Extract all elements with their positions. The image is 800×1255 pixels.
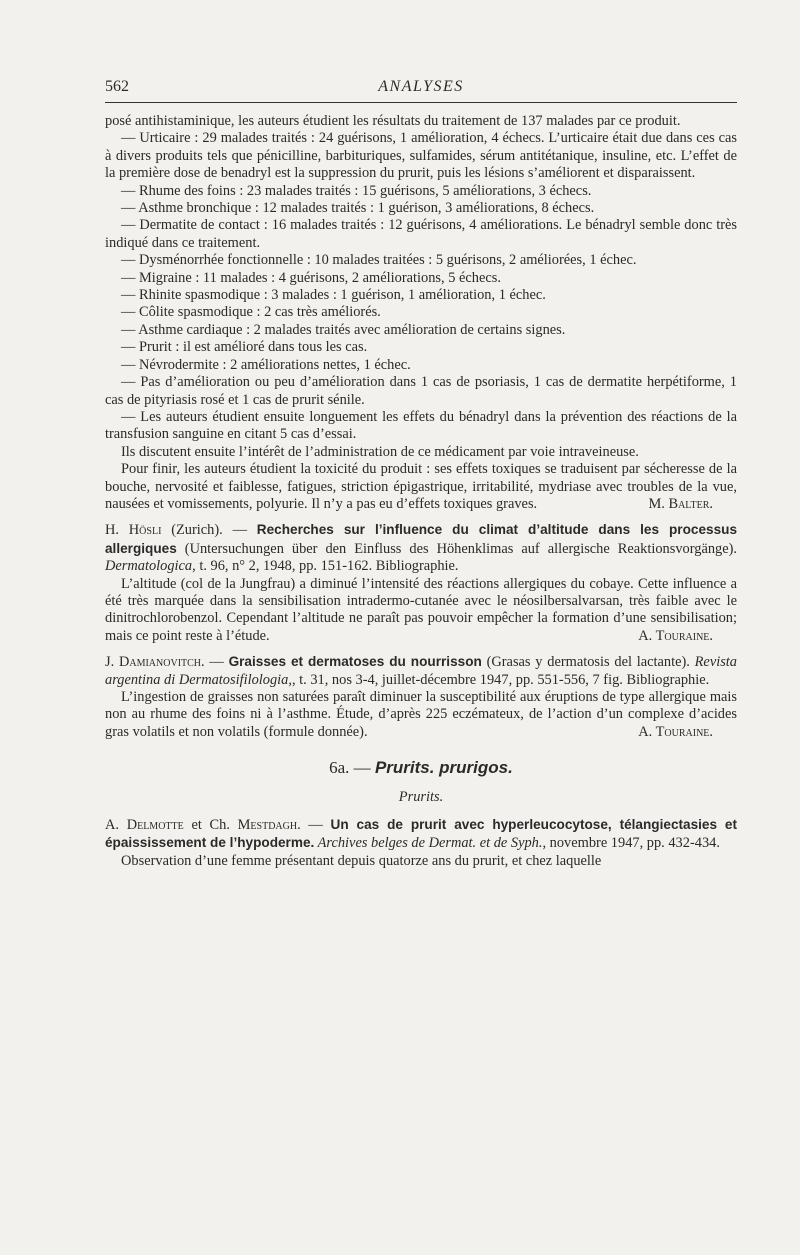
section-heading [105, 759, 737, 776]
paragraph: — Côlite spasmodique : 2 cas très améliorés. [121, 304, 381, 321]
original-title: (Grasas y dermatosis del lactante). [481, 654, 695, 671]
review-entry [105, 521, 737, 645]
author-name: J. Damianovitch [105, 654, 202, 671]
paragraph: — Asthme bronchique : 12 malades traités : 1 guérison, 3 améliorations, 8 échecs. [121, 200, 595, 217]
paragraph: Ils discutent ensuite l’intérêt de l’administration de ce médicament par voie intraveineuse. [121, 443, 639, 460]
article-title: Recherches sur l’influence du climat d’altitude dans les processus allergiques [105, 522, 738, 556]
paragraph: — Pas d’amélioration ou peu d’amélioration dans 1 cas de psoriasis, 1 cas de dermatite herpétiforme, 1 cas de pityriasis rosé et 1 cas de prurit sénile. [105, 374, 737, 408]
paragraph: — Migraine : 11 malades : 4 guérisons, 2 améliorations, 5 échecs. [121, 269, 501, 286]
subsection-heading: Prurits. [398, 788, 444, 805]
paragraph: — Rhinite spasmodique : 3 malades : 1 guérison, 1 amélioration, 1 échec. [121, 287, 546, 304]
author-place: . — [297, 817, 331, 834]
page-number: 562 [105, 78, 129, 95]
paragraph: — Prurit : il est amélioré dans tous les cas. [121, 339, 368, 356]
entry-heading [105, 521, 737, 575]
entry-text: L’altitude (col de la Jungfrau) a diminué l’intensité des réactions allergiques du cobaye. Cette influence a été très marquée dans la sensibilisation intradermo-cutanée avec le néosilbersalvarsan, très faible avec le dinitrochlorobenzol. Cependant l’altitude ne paraît pas pouvoir empêcher la formation d’une sensibilisation; mais ce point reste à l’étude. [105, 575, 737, 644]
paragraph: — Urticaire : 29 malades traités : 24 guérisons, 1 amélioration, 4 échecs. L’urticaire était due dans ces cas à divers produits tels que pénicilline, barbituriques, sulfamides, sérum antitétanique, insuline, etc. L’effet de la première dose de benadryl est la suppression du prurit, puis les lésions s’améliorent et disparaissent. [105, 130, 737, 182]
author-name: A. Delmotte [105, 817, 184, 834]
section-title: Prurits. prurigos. [374, 758, 513, 778]
author-place: . — [201, 654, 229, 671]
journal-name: Revista argentina di Dermatosifilologia, [105, 654, 737, 688]
page-header [105, 76, 737, 103]
paragraph: — Rhume des foins : 23 malades traités : 15 guérisons, 5 améliorations, 3 échecs. [121, 182, 592, 199]
entry-heading [105, 653, 737, 689]
entry-body [105, 576, 737, 646]
running-title: ANALYSES [378, 78, 464, 95]
review-entry [105, 816, 737, 870]
author-place: (Zurich). — [161, 522, 257, 539]
paragraph: posé antihistaminique, les auteurs étudient les résultats du traitement de 137 malades par ce produit. [105, 113, 681, 129]
review-entry [105, 653, 737, 741]
signature: M. Balter. [648, 495, 713, 512]
original-title: (Untersuchungen über den Einfluss des Höhenklimas auf allergische Reaktionsvorgänge). [176, 540, 737, 557]
entry-body: Observation d’une femme présentant depuis quatorze ans du prurit, et chez laquelle [121, 852, 602, 869]
signature: A. Touraine. [638, 627, 713, 644]
paragraph-text: Pour finir, les auteurs étudient la toxicité du produit : ses effets toxiques se traduisent par sécheresse de la bouche, nervosité et faiblesse, fatigues, striction épigastrique, irritabilité, mydriase avec troubles de la vue, nausées et vomissements, polyurie. Il n’y a pas eu d’effets toxiques graves. [105, 461, 737, 512]
signature: A. Touraine. [638, 723, 713, 740]
body-text [105, 113, 737, 870]
journal-name: Dermatologica [105, 558, 193, 575]
paragraph: — Dermatite de contact : 16 malades traités : 12 guérisons, 4 améliorations. Le bénadryl semble donc très indiqué dans ce traitement. [105, 217, 737, 251]
entry-text: L’ingestion de graisses non saturées paraît diminuer la susceptibilité aux éruptions de type allergique mais non au rhume des foins ni à l’asthme. Étude, d’après 225 eczémateux, de l’action d’un complexe d’acides gras volatils et non volatils (formule donnée). [105, 689, 737, 740]
section-number: 6a. — [329, 758, 375, 778]
reference: , novembre 1947, pp. 432-434. [542, 835, 720, 852]
author-join: et Ch. [183, 817, 238, 834]
reference: , t. 96, n° 2, 1948, pp. 151-162. Bibliographie. [192, 558, 459, 575]
document-page [105, 76, 737, 870]
journal-name: Archives belges de Dermat. et de Syph. [314, 835, 543, 852]
entry-heading [105, 816, 737, 853]
paragraph: — Dysménorrhée fonctionnelle : 10 malades traitées : 5 guérisons, 2 améliorées, 1 échec. [121, 252, 637, 269]
entry-body [105, 689, 737, 741]
reference: , t. 31, nos 3-4, juillet-décembre 1947, pp. 551-556, 7 fig. Bibliographie. [291, 671, 710, 688]
article-title: Un cas de prurit avec hyperleucocytose, télangiectasies et épaississement de l’hypoderme. [105, 817, 738, 851]
paragraph: — Névrodermite : 2 améliorations nettes, 1 échec. [121, 356, 411, 373]
author-name: H. Hösli [105, 522, 162, 539]
article-title: Graisses et dermatoses du nourrisson [228, 654, 482, 670]
paragraph: — Asthme cardiaque : 2 malades traités avec amélioration de certains signes. [121, 321, 566, 338]
paragraph [105, 461, 737, 513]
author-name: Mestdagh [237, 817, 298, 834]
paragraph: — Les auteurs étudient ensuite longuement les effets du bénadryl dans la prévention des réactions de la transfusion sanguine en citant 5 cas d’essai. [105, 408, 737, 443]
